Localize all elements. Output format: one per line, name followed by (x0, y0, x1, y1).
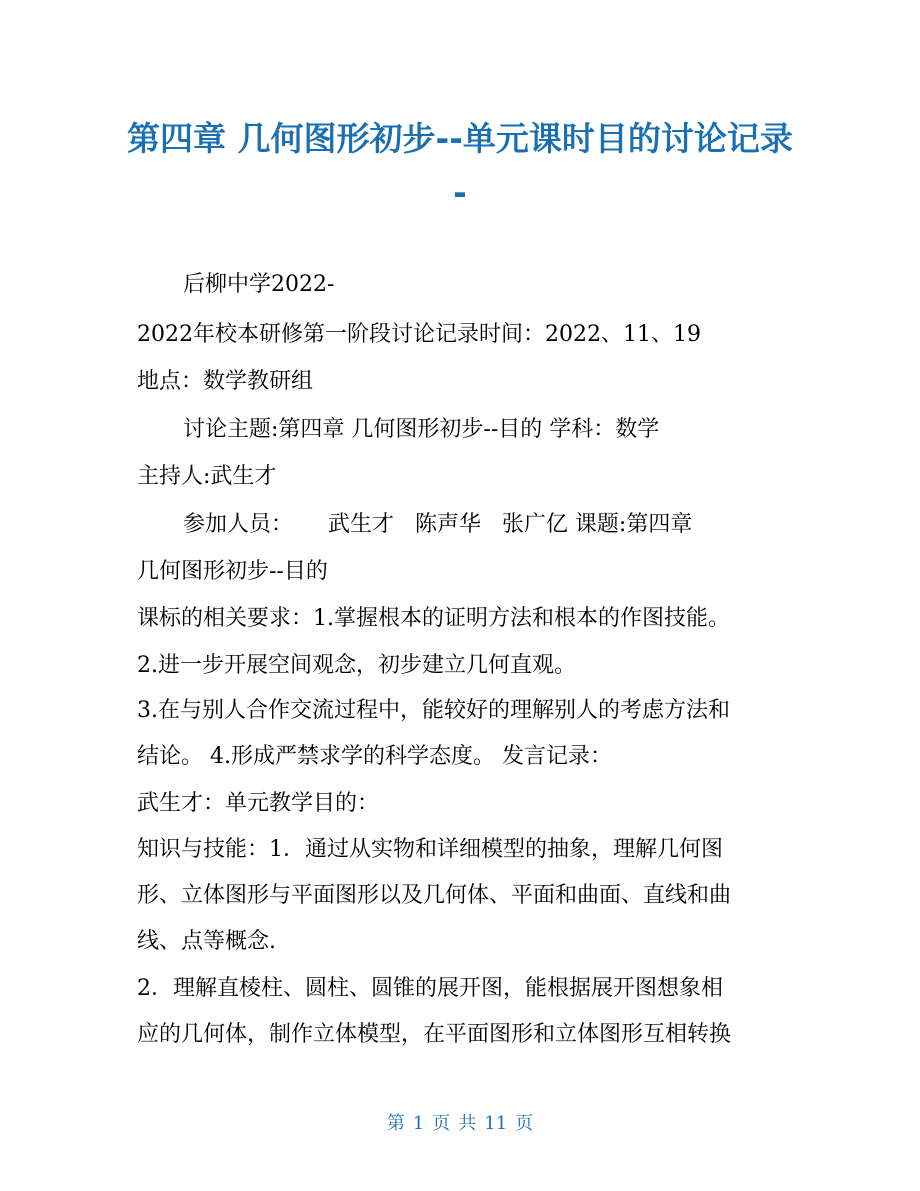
footer-prefix: 第 (386, 1113, 405, 1134)
body-line: 知识与技能：1．通过从实物和详细模型的抽象，理解几何图 (137, 837, 723, 862)
footer-total-word: 共 (458, 1113, 477, 1134)
body-line: 线、点等概念. (137, 929, 276, 954)
body-line: 3.在与别人合作交流过程中，能较好的理解别人的考虑方法和 (137, 698, 730, 723)
title-line-2: - (453, 173, 467, 212)
body-line: 地点：数学教研组 (137, 369, 314, 394)
footer-page-number: 1 (412, 1113, 425, 1134)
body-line: 应的几何体，制作立体模型，在平面图形和立体图形互相转换 (137, 1022, 732, 1047)
body-line: 武生才：单元教学目的： (137, 791, 380, 816)
document-title (120, 112, 800, 220)
footer-page-word: 页 (432, 1113, 451, 1134)
body-line: 后柳中学2022- (183, 272, 335, 297)
body-line: 2．理解直棱柱、圆柱、圆锥的展开图，能根据展开图想象相 (137, 976, 723, 1001)
body-line: 2022年校本研修第一阶段讨论记录时间：2022、11、19 (137, 322, 701, 347)
page-footer (0, 1112, 920, 1136)
footer-total-pages: 11 (484, 1113, 508, 1134)
body-line: 形、立体图形与平面图形以及几何体、平面和曲面、直线和曲 (137, 883, 732, 908)
title-line-1: 第四章 几何图形初步--单元课时目的讨论记录 (127, 119, 793, 158)
body-line: 结论。 4.形成严禁求学的科学态度。 发言记录： (137, 744, 612, 769)
footer-suffix: 页 (515, 1113, 534, 1134)
body-line: 几何图形初步--目的 (137, 559, 328, 584)
body-line: 课标的相关要求：1.掌握根本的证明方法和根本的作图技能。 (137, 606, 730, 631)
body-line: 讨论主题:第四章 几何图形初步--目的 学科：数学 (183, 417, 660, 442)
body-line: 主持人:武生才 (137, 464, 277, 489)
body-line: 2.进一步开展空间观念，初步建立几何直观。 (137, 653, 576, 678)
body-line: 参加人员： 武生才 陈声华 张广亿 课题:第四章 (183, 512, 693, 537)
